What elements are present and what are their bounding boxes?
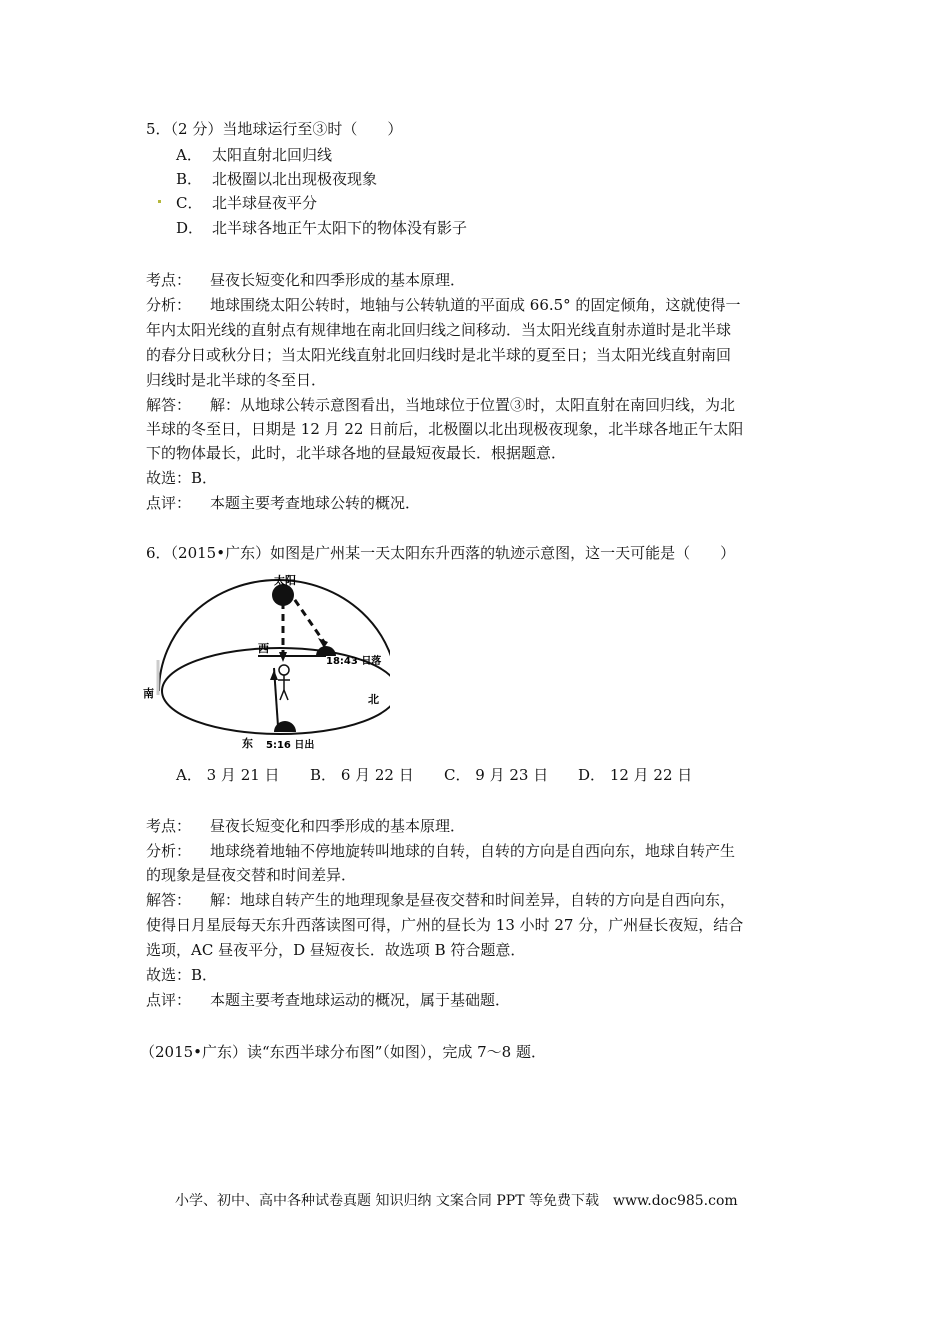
label-sun: 太阳 [274, 574, 296, 587]
q6-answer: 故选：B． [146, 966, 218, 984]
option-marker [158, 200, 161, 203]
q6-jieda: 解答： 解：地球自转产生的地理现象是昼夜交替和时间差异，自转的方向是自西向东， [146, 891, 736, 909]
q5-fenxi-line: 的春分日或秋分日；当太阳光线直射北回归线时是北半球的夏至日；当太阳光线直射南回 [146, 346, 732, 364]
q6-option-a: A． 3 月 21 日 [176, 766, 280, 784]
q5-stem: 5．（2 分）当地球运行至③时（ ） [146, 120, 403, 138]
q6-option-d: D． 12 月 22 日 [578, 766, 693, 784]
q6-jieda-line: 使得日月星辰每天东升西落读图可得，广州的昼长为 13 小时 27 分，广州昼长夜短，结合 [146, 916, 744, 934]
arrow-up-icon [270, 670, 278, 680]
observer-figure-icon [278, 665, 290, 700]
q5-fenxi: 分析： 地球围绕太阳公转时，地轴与公转轨道的平面成 66.5° 的固定倾角，这就使得一 [146, 296, 741, 314]
q5-fenxi-line: 归线时是北半球的冬至日． [146, 371, 327, 389]
q5-option-a: A． 太阳直射北回归线 [176, 146, 333, 164]
label-south: 南 [143, 687, 154, 700]
q5-fenxi-line: 年内太阳光线的直射点有规律地在南北回归线之间移动．当太阳光线直射赤道时是北半球 [146, 321, 732, 339]
q6-stem: 6．（2015•广东）如图是广州某一天太阳东升西落的轨迹示意图，这一天可能是（ ） [146, 544, 736, 562]
q5-dianping: 点评： 本题主要考查地球公转的概况． [146, 494, 421, 512]
q6-fenxi: 分析： 地球绕着地轴不停地旋转叫地球的自转，自转的方向是自西向东，地球自转产生 [146, 842, 736, 860]
q6-kaodian: 考点： 昼夜长短变化和四季形成的基本原理． [146, 817, 466, 835]
label-west: 西 [258, 642, 269, 655]
sun-icon [272, 584, 294, 606]
label-sunrise: 5:16 日出 [266, 740, 315, 751]
q6-fenxi-line: 的现象是昼夜交替和时间差异． [146, 866, 357, 884]
q5-answer: 故选：B． [146, 469, 218, 487]
q5-jieda-line: 下的物体最长，此时，北半球各地的昼最短夜最长．根据题意． [146, 444, 567, 462]
q6-option-c: C． 9 月 23 日 [444, 766, 549, 784]
q6-option-b: B． 6 月 22 日 [310, 766, 414, 784]
q5-option-d: D． 北半球各地正午太阳下的物体没有影子 [176, 219, 468, 237]
sun-path-diagram [140, 570, 390, 755]
sunset-sun-icon [316, 646, 336, 656]
q6-dianping: 点评： 本题主要考查地球运动的概况，属于基础题． [146, 991, 511, 1009]
q7-8-intro: （2015•广东）读“东西半球分布图”（如图），完成 7～8 题． [140, 1043, 546, 1061]
q5-option-b: B． 北极圈以北出现极夜现象 [176, 170, 378, 188]
page-footer: 小学、初中、高中各种试卷真题 知识归纳 文案合同 PPT 等免费下载 www.doc985.com [175, 1193, 738, 1209]
q5-option-c: C． 北半球昼夜平分 [176, 194, 318, 212]
q5-kaodian: 考点： 昼夜长短变化和四季形成的基本原理． [146, 271, 466, 289]
q6-jieda-line: 选项，AC 昼夜平分，D 昼短夜长．故选项 B 符合题意． [146, 941, 526, 959]
label-sunset: 18:43 日落 [326, 656, 382, 667]
q5-jieda-line: 半球的冬至日，日期是 12 月 22 日前后，北极圈以北出现极夜现象，北半球各地正午太阳 [146, 420, 744, 438]
q5-jieda: 解答： 解：从地球公转示意图看出，当地球位于位置③时，太阳直射在南回归线，为北 [146, 396, 736, 414]
label-east: 东 [242, 737, 253, 750]
label-north: 北 [368, 693, 379, 706]
